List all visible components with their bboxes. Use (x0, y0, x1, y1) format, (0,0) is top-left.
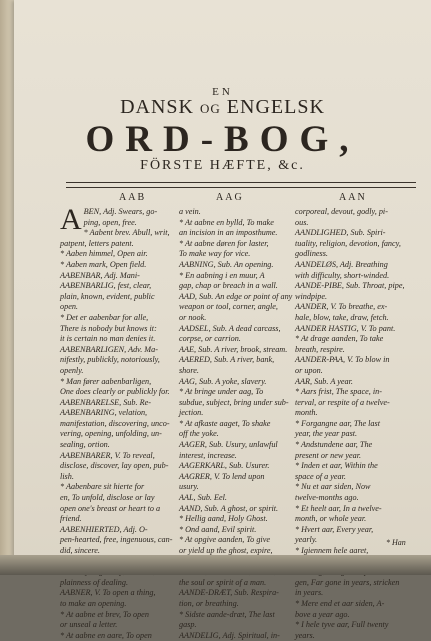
dictionary-line: bove a year ago. (295, 609, 350, 619)
dictionary-line: AAR, Sub. A year. (295, 376, 353, 386)
dictionary-line: off the yoke. (179, 429, 219, 439)
dictionary-line: month, or whole year. (295, 514, 367, 524)
dictionary-line: * Aaben mark, Open field. (60, 259, 147, 269)
dictionary-line: * Andstundene aar, The (295, 440, 373, 450)
dictionary-line: pen-hearted, free, ingenuous, can- (60, 535, 173, 545)
column-head-1: AAB (119, 192, 147, 203)
dictionary-line: AAE, Sub. A river, brook, stream. (179, 344, 288, 354)
dictionary-line: subdue, subject, bring under sub- (179, 397, 289, 407)
dictionary-line: AAERED, Sub. A river, bank, (179, 355, 275, 365)
dictionary-line: AABENBARELSE, Sub. Re- (60, 397, 151, 407)
dictionary-line: usury. (179, 482, 199, 492)
dictionary-line: AAD, Sub. An edge or point of any (179, 291, 293, 301)
dictionary-line: * Nu et aar siden, Now (295, 482, 371, 492)
column-head-2: AAG (216, 192, 244, 203)
dictionary-line: There is nobody but knows it: (60, 323, 157, 333)
dictionary-line: windpipe. (295, 291, 328, 301)
dictionary-line: * At drage aanden, To take (295, 334, 384, 344)
dictionary-line: weapon or tool, corner, angle, (179, 302, 278, 312)
dictionary-line: AABNING, Sub. An opening. (179, 259, 274, 269)
dictionary-line: month. (295, 408, 318, 418)
dictionary-line: One does clearly or publickly for. (60, 387, 170, 397)
dictionary-line: AABNER, V. To open a thing, (60, 588, 156, 598)
dictionary-line: godliness. (295, 249, 328, 259)
dictionary-line: plainness of dealing. (60, 577, 128, 587)
dictionary-line: or yield up the ghost, expire, (179, 546, 273, 555)
dictionary-line: AAGER, Sub. Usury, unlawful (179, 440, 278, 450)
dictionary-line: * Hellig aand, Holy Ghost. (179, 514, 268, 524)
double-rule-divider (66, 182, 416, 188)
title-forste-haefte: FÖRSTE HÆFTE, &c. (140, 158, 305, 173)
dictionary-line: tion, or breathing. (179, 598, 239, 608)
dictionary-line: AABENBARING, velation, (60, 408, 148, 418)
column-head-3: AAN (339, 192, 367, 203)
dictionary-line: AANDELØS, Adj. Breathing (295, 259, 388, 269)
dictionary-line: hale, blow, take, draw, fetch. (295, 312, 389, 322)
dictionary-line: tuality, religion, devotion, fancy, (295, 238, 401, 248)
dictionary-line: AABENBAR, Adj. Mani- (60, 270, 140, 280)
dictionary-line: corporeal, devout, godly, pi- (295, 207, 388, 216)
dictionary-line: * At aabne en aare, To open (60, 630, 152, 640)
dictionary-line: sealing, ortion. (60, 440, 110, 450)
dictionary-line: BEN, Adj. Swears, go- (83, 207, 158, 216)
dictionary-line: year, the year past. (295, 429, 358, 439)
dictionary-line: gap, chap or breach in a wall. (179, 281, 278, 291)
dictionary-line: * Ond aand, Evil spirit. (179, 524, 257, 534)
dictionary-line: * Forgangne aar, The last (295, 418, 380, 428)
dictionary-line: lish. (60, 471, 74, 481)
dictionary-line: jection. (179, 408, 204, 418)
dictionary-line: it is certain no man denies it. (60, 334, 156, 344)
dictionary-column-3 (295, 207, 415, 640)
dictionary-line: twelve-months ago. (295, 493, 359, 503)
dictionary-line: * I hele tyve aar, Full twenty (295, 620, 389, 630)
dictionary-line: AABENHIERTED, Adj. O- (60, 524, 148, 534)
title-og: OG (200, 101, 221, 116)
dictionary-line: patpent, letters patent. (60, 238, 134, 248)
dictionary-line: ous. (295, 217, 309, 227)
dictionary-line: open. (60, 302, 78, 312)
dictionary-line: the soul or spirit of a man. (179, 577, 267, 587)
book-page (14, 0, 431, 640)
title-en: EN (212, 86, 233, 98)
dictionary-line: to make an opening. (60, 598, 127, 608)
dictionary-line: * Sidste aande-dræt, The last (179, 609, 275, 619)
dictionary-line: AANDE-PIBE, Sub. Throat, pipe, (295, 281, 405, 291)
dictionary-line: space of a year. (295, 471, 346, 481)
dictionary-line: shore. (179, 365, 199, 375)
dictionary-line: * Igiennem hele aaret, (295, 546, 369, 555)
dictionary-line: * Et heelt aar, In a twelve- (295, 503, 382, 513)
dictionary-line: * At aabne et brev, To open (60, 609, 149, 619)
dictionary-line: * Inden et aar, Within the (295, 461, 378, 471)
dictionary-line: open one's breast or heart to a (60, 503, 161, 513)
dictionary-line: AABENBARER, V. To reveal, (60, 450, 155, 460)
page-bottom-edge (0, 555, 431, 575)
dictionary-line: did, sincere. (60, 546, 100, 555)
dictionary-line: AAL, Sub. Eel. (179, 493, 227, 503)
dictionary-line: * At opgive aanden, To give (179, 535, 270, 545)
dictionary-line: * At aabne døren for laster, (179, 238, 269, 248)
dictionary-line: * En aabning i en muur, A (179, 270, 265, 280)
dictionary-line: an incision in an imposthume. (179, 228, 278, 238)
dictionary-line: To make way for vice. (179, 249, 251, 259)
dictionary-line: vering, opening, unfolding, un- (60, 429, 162, 439)
dictionary-line: AANDER, V. To breathe, ex- (295, 302, 388, 312)
dictionary-line: present or new year. (295, 450, 362, 460)
dictionary-line: ping, open, free. (83, 217, 137, 227)
dictionary-line: interest, increase. (179, 450, 237, 460)
dictionary-line: * Man fører aabenbarligen, (60, 376, 152, 386)
dictionary-line: * Det er aabenbar for alle, (60, 312, 149, 322)
dictionary-line: gasp. (179, 620, 197, 630)
dictionary-line: breath, respire. (295, 344, 345, 354)
dictionary-line: nifestly, publickly, notoriously, (60, 355, 160, 365)
dictionary-line: gen, Far gone in years, stricken (295, 577, 400, 587)
drop-cap: A (60, 203, 82, 236)
dictionary-line: AABENBARLIGEN, Adv. Ma- (60, 344, 158, 354)
dictionary-line: AANDLIGHED, Sub. Spiri- (295, 228, 386, 238)
dictionary-line: * Aabenbare sit hierte for (60, 482, 145, 492)
dictionary-column-2 (179, 207, 299, 640)
dictionary-line: years. (295, 630, 315, 640)
dictionary-line: * Mere end et aar siden, A- (295, 598, 385, 608)
dictionary-line: corpse, or carrion. (179, 334, 241, 344)
dictionary-line: AAG, Sub. A yoke, slavery. (179, 376, 267, 386)
dictionary-line: AANDELIG, Adj. Spiritual, in- (179, 630, 280, 640)
dictionary-line: terval, or respite of a twelve- (295, 397, 390, 407)
dictionary-line: in years. (295, 588, 324, 598)
dictionary-line: AANDER-PAA, V. To blow in (295, 355, 390, 365)
dictionary-line: AAGRER, V. To lend upon (179, 471, 265, 481)
dictionary-line: with difficulty, short-winded. (295, 270, 390, 280)
dictionary-line: a vein. (179, 207, 201, 216)
dictionary-line: * At bringe under aag, To (179, 387, 264, 397)
dictionary-column-1 (60, 203, 180, 640)
catchword: * Han (386, 538, 406, 547)
dictionary-line: plain, known, evident, public (60, 291, 155, 301)
title-ord-bog: ORD-BOG, (85, 119, 360, 160)
dictionary-line: or nook. (179, 312, 207, 322)
dictionary-line: yearly. (295, 535, 318, 545)
title-dansk-og-engelsk (14, 96, 431, 119)
dictionary-line: AADSEL, Sub. A dead carcass, (179, 323, 281, 333)
dictionary-line: disclose, discover, lay open, pub- (60, 461, 169, 471)
dictionary-line: openly. (60, 365, 84, 375)
dictionary-line: * Aars frist, The space, in- (295, 387, 382, 397)
dictionary-line: AAND, Sub. A ghost, or spirit. (179, 503, 279, 513)
dictionary-line: * Aabent brev. Abull, writ, (83, 228, 170, 238)
title-engelsk: ENGELSK (226, 96, 325, 118)
dictionary-line: en, To unfold, disclose or lay (60, 493, 155, 503)
dictionary-line: AANDE-DRÆT, Sub. Respira- (179, 588, 279, 598)
dictionary-line: * Aaben himmel, Open air. (60, 249, 148, 259)
dictionary-line: AANDER HASTIG, V. To pant. (295, 323, 396, 333)
dictionary-line: * At afkaste aaget, To shake (179, 418, 271, 428)
dictionary-line: * Hvert aar, Every year, (295, 524, 374, 534)
dictionary-line: or unseal a letter. (60, 620, 118, 630)
dictionary-line: friend. (60, 514, 82, 524)
dictionary-line: * At aabne en bylld, To make (179, 217, 274, 227)
dictionary-line: AABENBARLIG, fest, clear, (60, 281, 152, 291)
dictionary-line: manifestation, discovering, unco- (60, 418, 170, 428)
title-dansk: DANSK (120, 96, 194, 118)
dictionary-line: or upon. (295, 365, 323, 375)
dictionary-line: AAGERKARL, Sub. Usurer. (179, 461, 270, 471)
